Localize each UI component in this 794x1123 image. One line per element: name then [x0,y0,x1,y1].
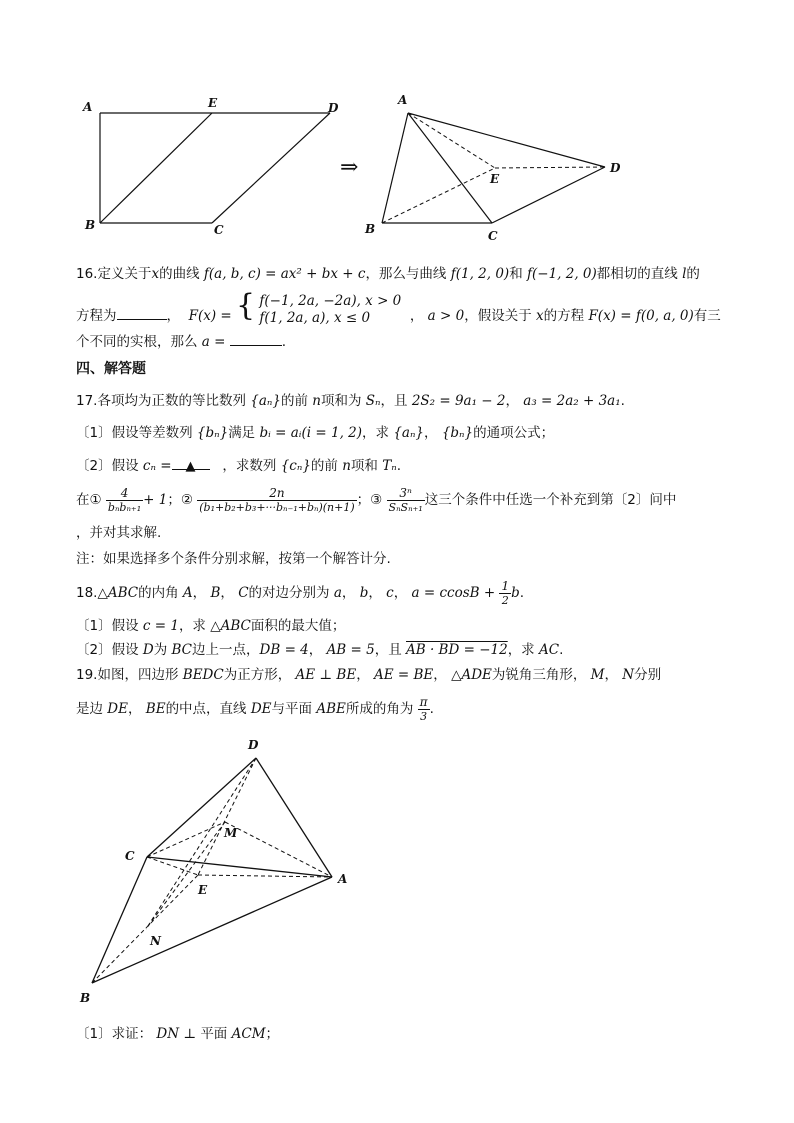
label-m: M [224,826,238,840]
q16-text: 方程为 [76,308,117,324]
q18-text: 的内角 [138,585,179,601]
segment-bc: BC [171,642,193,658]
curve-f1: f(1, 2, 0) [450,266,510,282]
label-c: C [214,223,224,237]
q18-text: 边上一点， [192,642,260,658]
label-b: B [365,222,376,236]
q16-text: ，假设关于 [464,308,532,324]
cond-a-positive: a > 0 [427,308,465,324]
q17-text: ，求 [362,425,390,441]
q17-note: 注：如果选择多个条件分别求解，按第一个解答计分. [76,551,391,567]
label-n: N [150,934,161,948]
segment-be: BE [145,701,166,717]
q19-line2 [76,692,434,726]
piecewise-cases [259,293,401,327]
q16-text: 的方程 [543,308,585,324]
q16-text: 的曲线 [159,266,200,282]
q18-equation-b: b [511,585,520,601]
seq-bn: {bₙ} [441,425,474,441]
fraction-numerator: π [419,695,428,709]
edge-cm-dashed [147,822,225,857]
triangle-blank [172,457,210,474]
q19-text: 与平面 [271,701,313,717]
label-c: C [488,229,498,243]
edge-be-dashed [92,875,198,983]
q16-line2: 方程为 ， F(x) = { f(−1, 2a, −2a), x > 0 f(1, 2a, a), x ≤ 0 ， a > 0，假设关于 x的方程 F(x) = f(0, a, 0)有三 [76,288,721,326]
q18-text: 〔1〕假设 [76,618,139,634]
q16-text: 的 [686,266,700,282]
q18-equation: a = ccosB + [411,585,496,601]
point-n: N [622,667,635,683]
q17-text: 17.各项均为正数的等比数列 [76,393,246,409]
label-e: E [198,883,208,897]
q16-line1 [76,265,700,283]
fraction-numerator: 1 [501,579,510,593]
period: . [281,334,287,350]
comma: ， [393,585,408,601]
condition-2: a₃ = 2a₂ + 3a₁ [523,393,621,409]
triangle-abc: △ABC [97,585,139,601]
vector-dot-product: AB · BD = −12 [406,642,508,658]
edge-ed-dashed [495,167,605,168]
implies-arrow: ⇒ [340,155,359,180]
q16-text: ， [409,308,424,324]
option-1-fraction [106,487,143,513]
q17-part1 [76,424,554,442]
q18-part1 [76,617,345,635]
seq-an: {aₙ} [250,393,281,409]
q16-text: 都相切的直线 [596,266,678,282]
piece-case-1: f(−1, 2a, −2a), x > 0 [259,293,402,309]
q17-text: . [396,458,401,474]
piecewise-brace: { [236,288,256,323]
fraction-denominator: bₙbₙ₊₁ [107,501,142,514]
q17-text: 项和为 [320,393,362,409]
segment-ac: AC [538,642,560,658]
piece-case-2: f(1, 2a, a), x ≤ 0 [259,310,371,326]
half-fraction [499,580,511,606]
var-x: x [536,308,544,324]
comma: ， [308,642,323,658]
q16-text: 和 [509,266,523,282]
option-3-fraction [387,487,425,513]
q19-text: 为正方形， [223,667,292,683]
fraction-numerator: 3ⁿ [399,486,412,500]
edge-cd [212,113,330,223]
comma: ， [220,585,234,601]
q19-text: 19.如图，四边形 [76,667,179,683]
edge-ab [382,113,408,223]
line-de: DE [250,701,272,717]
q18-text: 为 [153,642,168,658]
curve-definition: f(a, b, c) = ax² + bx + c [203,266,366,282]
q17-text: ，求数列 [222,458,277,474]
fraction-denominator: SₙSₙ₊₁ [388,501,423,514]
pi-over-3 [418,696,430,722]
curve-f2: f(−1, 2, 0) [527,266,597,282]
var-x: x [151,266,160,282]
q19-text: ； [265,1026,280,1042]
label-a: A [83,100,93,114]
label-b: B [80,991,91,1005]
q19-text: 〔1〕求证： [76,1026,153,1042]
edge-de-dashed [198,758,256,875]
edge-ma-dashed [225,822,332,877]
q16-text: 有三 [693,308,721,324]
figure-pyramid [70,730,370,1010]
seq-bn: {bₙ} [196,425,229,441]
dn-perp: DN ⊥ [156,1026,197,1042]
q17-text: ， [505,393,519,409]
label-a: A [338,872,348,886]
var-sn: Sₙ [365,393,381,409]
segment-de: DE [107,701,128,717]
q18-text: ，求 [507,642,535,658]
q17-text: 在① [76,492,102,508]
fraction-numerator: 4 [120,486,129,500]
q18-text: 〔2〕假设 [76,642,139,658]
q17-text: ，且 [380,393,408,409]
q16-line3 [76,333,286,351]
var-n: n [312,393,321,409]
var-n: n [342,458,351,474]
option-2-fraction [197,487,356,513]
side-b: b [359,585,369,601]
ab-length: AB = 5 [326,642,375,658]
q16-text: ，那么与曲线 [365,266,447,282]
fraction-denominator: 2 [499,593,511,606]
label-a: A [398,93,408,107]
answer-blank-line-equation[interactable] [117,307,167,320]
edge-da [256,758,332,877]
q18-stem [76,578,524,608]
label-e: E [208,96,218,110]
section-heading: 四、解答题 [76,361,146,377]
option-1-tail: + 1 [143,492,168,508]
q19-text: 是边 [76,701,103,717]
point-m: M [590,667,605,683]
edge-be-dashed [382,168,495,223]
cn-def: cₙ = [142,458,172,474]
q16-text: 16.定义关于 [76,266,152,282]
q17-text: 满足 [228,425,256,441]
q18-text: 18. [76,585,98,601]
q19-line1: 19.如图，四边形 BEDC为正方形， AE ⊥ BE， AE = BE， △ADE为锐角三角形， M， N分别 [76,667,662,683]
triangle-abc: △ABC [210,618,251,634]
ae-equals-be: AE = BE [373,667,434,683]
q17-options-tail: ，并对其求解. [76,525,162,541]
equation-F: F(x) = f(0, a, 0) [588,308,694,324]
q19-part1 [76,1025,279,1043]
edge-ba [92,877,332,983]
q19-text: . [429,701,434,717]
label-d: D [610,161,621,175]
q19-text: 分别 [634,667,662,683]
period: . [519,585,525,601]
q17-options [76,482,676,518]
db-length: DB = 4 [259,642,309,658]
side-a: a [333,585,342,601]
q17-text: ， [424,425,438,441]
ae-perp-be: AE ⊥ BE [295,667,357,683]
q17-text: ；② [167,492,193,508]
angle-b: B [210,585,221,601]
q17-text: 的前 [310,458,338,474]
q18-text: 的对边分别为 [248,585,330,601]
q16-text: 个不同的实根，那么 [76,334,198,350]
plane-abe: ABE [316,701,346,717]
q17-text: 〔2〕假设 [76,458,139,474]
q18-text: ，求 [178,618,206,634]
label-d: D [248,738,259,752]
fraction-denominator: (b₁+b₂+b₃+···bₙ₋₁+bₙ)(n+1) [199,501,355,514]
c-equals-1: c = 1 [142,618,179,634]
seq-cn: {cₙ} [280,458,311,474]
label-e: E [490,172,500,186]
q19-text: 所成的角为 [345,701,414,717]
q19-text: ， [127,701,142,717]
answer-blank-a[interactable] [230,333,282,346]
figure-folded-tetrahedron [360,90,630,250]
fraction-denominator: 3 [418,709,430,722]
figure-rectangle-abcd [80,95,350,240]
q17-text: . [620,393,625,409]
a-equals: a = [201,334,226,350]
q18-text: ，且 [374,642,402,658]
edge-ac [408,113,492,223]
q17-text: 的通项公式； [473,425,555,441]
triangle-icon: ▲ [185,459,196,474]
side-c: c [386,585,394,601]
q17-stem [76,392,625,410]
q19-text: 的中点，直线 [165,701,247,717]
seq-an: {aₙ} [393,425,425,441]
comma: ， [368,585,382,601]
bi-condition: bᵢ = aᵢ(i = 1, 2) [259,425,363,441]
point-d: D [142,642,154,658]
condition-1: 2S₂ = 9a₁ − 2 [411,393,506,409]
edge-cd [492,167,605,223]
edge-cb [92,857,147,983]
q17-text: 的前 [280,393,308,409]
q19-text: 为锐角三角形， [491,667,587,683]
q18-text: . [559,642,564,658]
label-c: C [125,849,135,863]
q19-text: 平面 [200,1026,228,1042]
triangle-ade: △ADE [451,667,492,683]
label-b: B [85,218,96,232]
q17-text: 项和 [350,458,378,474]
edge-be [100,113,212,223]
angle-c: C [238,585,249,601]
fraction-numerator: 2n [269,486,285,500]
edge-ad [408,113,605,167]
var-l: l [682,266,687,282]
piecewise-lhs: F(x) = [188,308,232,324]
q18-text: 面积的最大值； [250,618,346,634]
q17-text: ；③ [356,492,383,508]
square-bedc: BEDC [182,667,224,683]
plane-acm: ACM [231,1026,266,1042]
label-d: D [328,101,339,115]
q17-text: 〔1〕假设等差数列 [76,425,193,441]
edge-ae-dashed [408,113,495,168]
var-tn: Tₙ [382,458,397,474]
angle-a: A [182,585,193,601]
comma: ， [192,585,207,601]
q17-text: 这三个条件中任选一个补充到第〔2〕问中 [424,492,677,508]
comma: ， [341,585,356,601]
q18-part2 [76,641,563,659]
q17-part2 [76,457,401,475]
